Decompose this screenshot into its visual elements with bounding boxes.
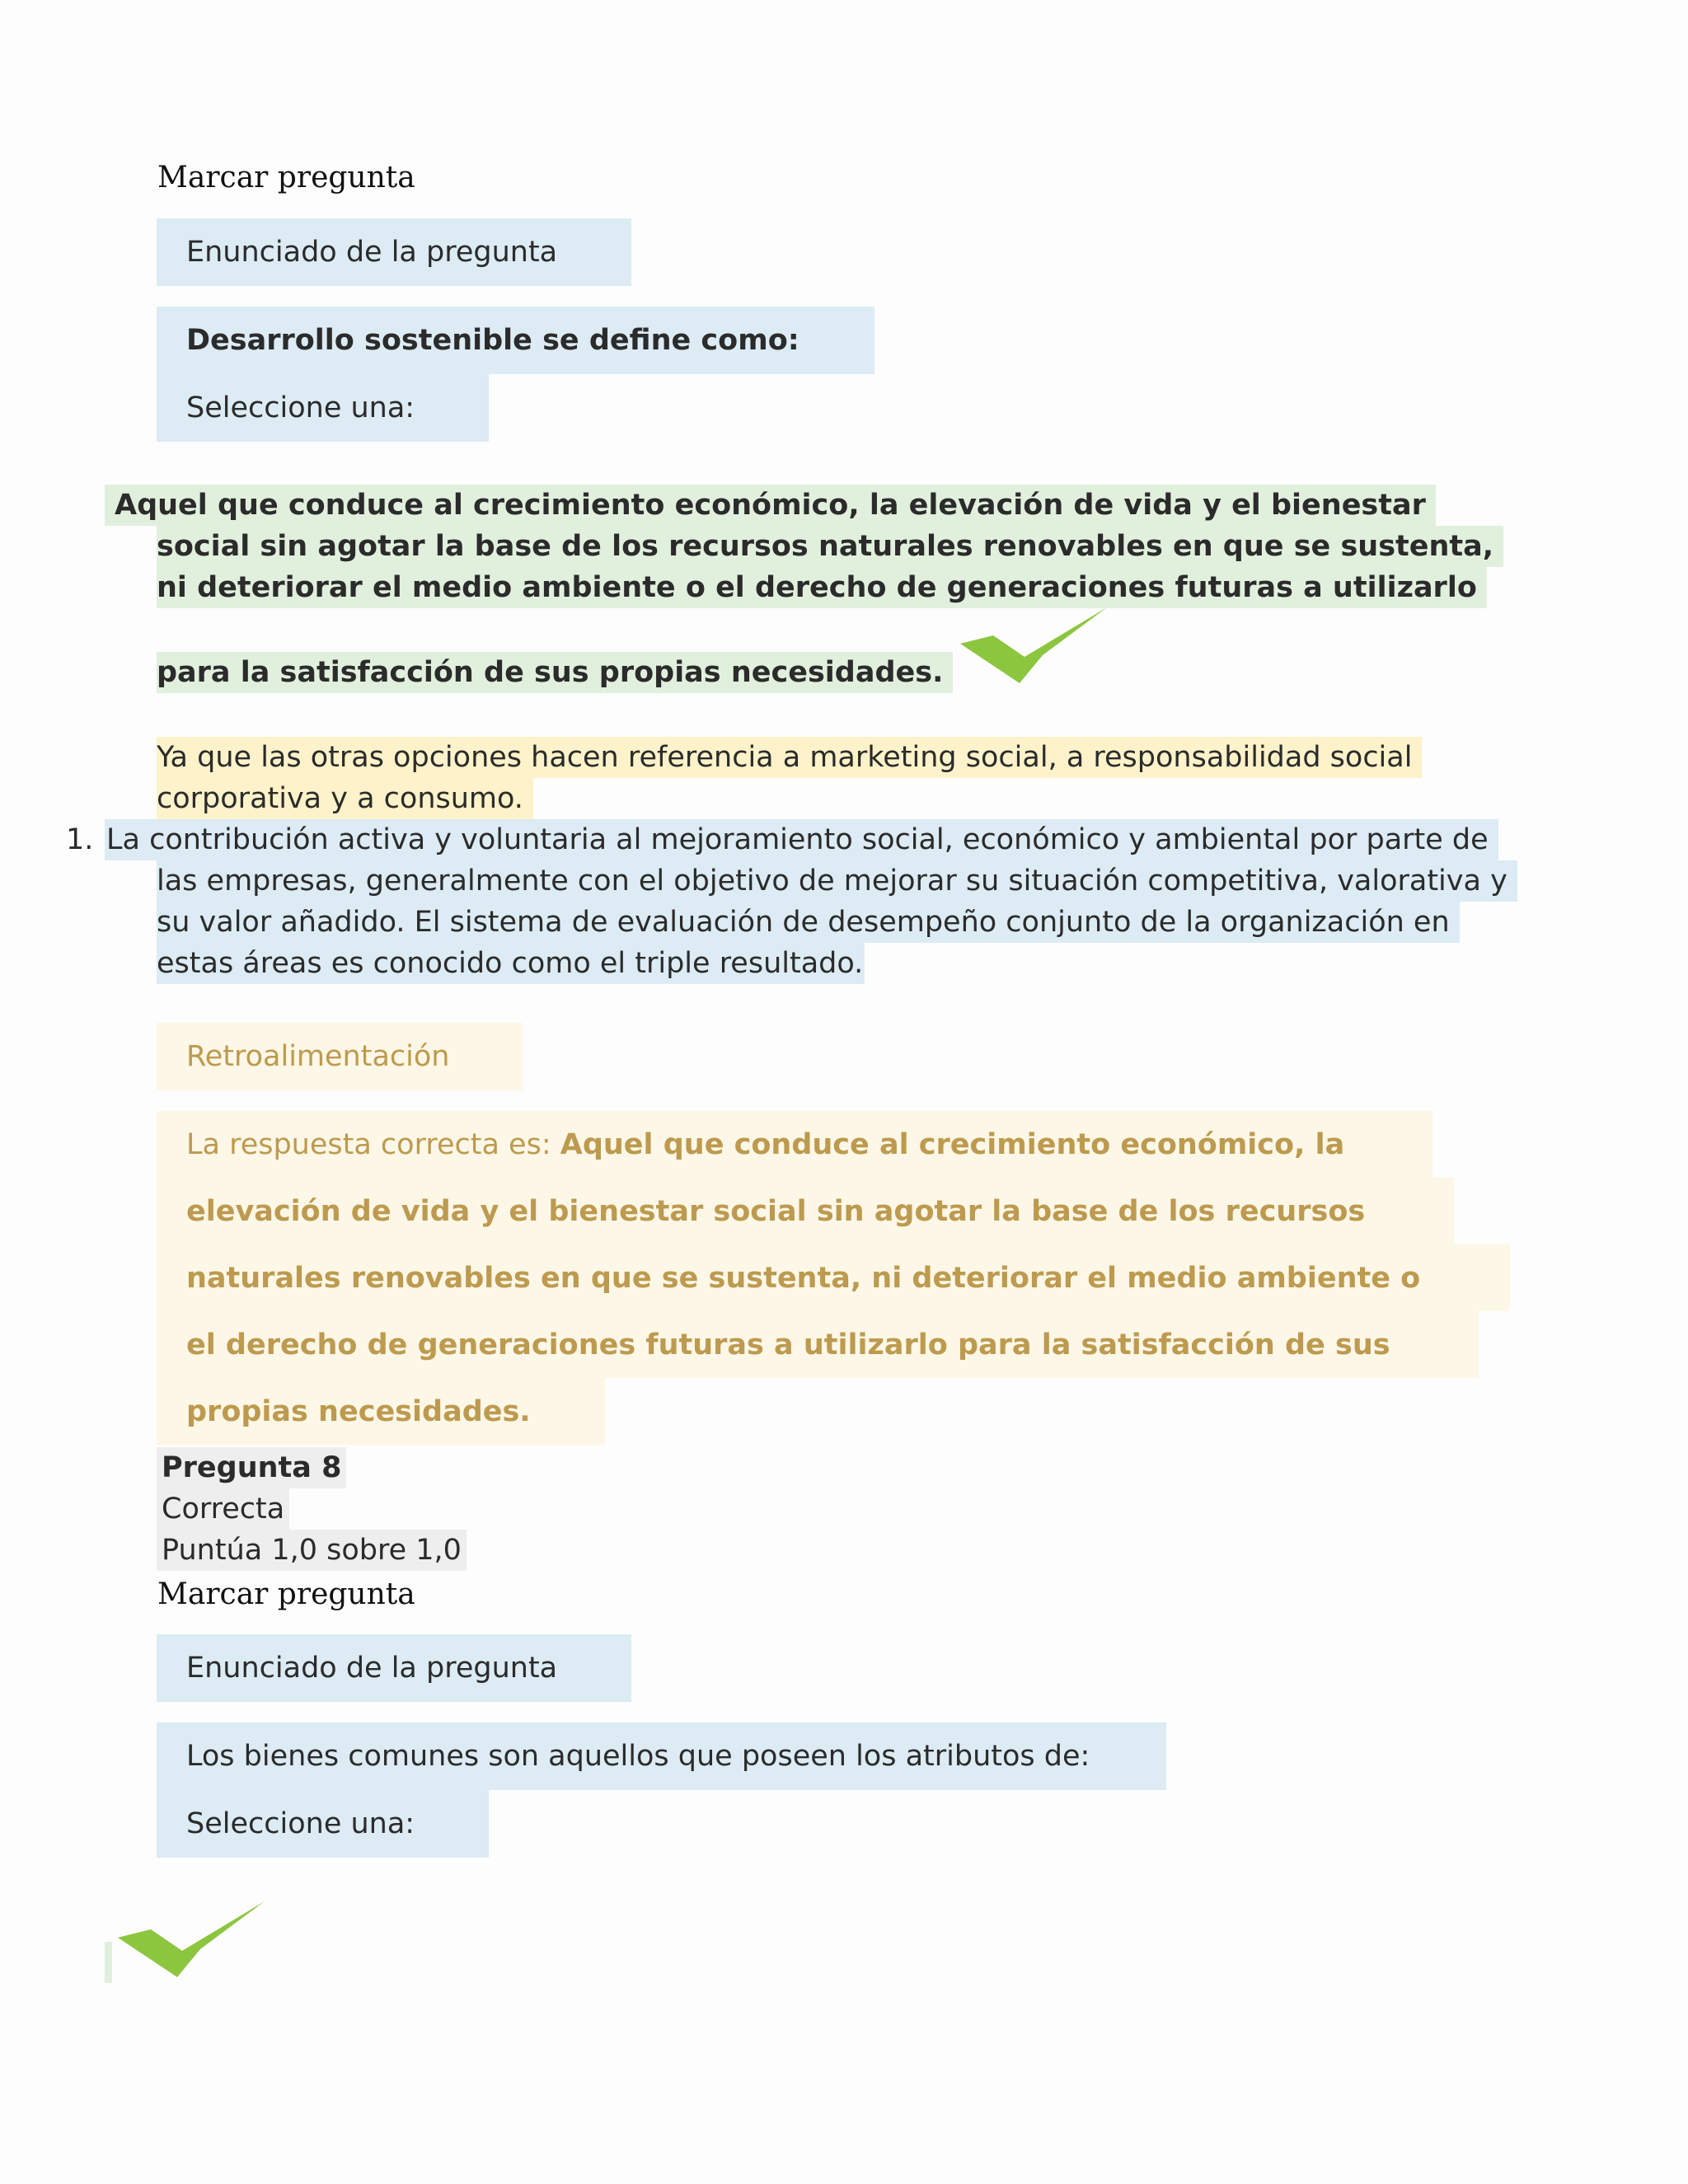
option-line-2[interactable]: las empresas, generalmente con el objetivo de mejorar su situación competitiva, valorativa y bbox=[157, 860, 1517, 902]
feedback-line-2: elevación de vida y el bienestar social sin agotar la base de los recursos bbox=[157, 1178, 1454, 1244]
option-number: 1. bbox=[66, 823, 94, 856]
selected-answer-line-2: social sin agotar la base de los recursos naturales renovables en que se sustenta, bbox=[157, 526, 1503, 567]
feedback-line-4: el derecho de generaciones futuras a utilizarlo para la satisfacción de sus bbox=[157, 1311, 1479, 1378]
option-line-1[interactable]: La contribución activa y voluntaria al mejoramiento social, económico y ambiental por parte de bbox=[105, 819, 1498, 860]
selected-answer-line-3: ni deteriorar el medio ambiente o el derecho de generaciones futuras a utilizarlo bbox=[157, 567, 1487, 608]
question-score: Puntúa 1,0 sobre 1,0 bbox=[157, 1530, 467, 1571]
check-icon bbox=[960, 606, 1109, 684]
select-label-2: Seleccione una: bbox=[157, 1790, 489, 1858]
feedback-heading: Retroalimentación bbox=[157, 1023, 523, 1090]
option-line-3[interactable]: su valor añadido. El sistema de evaluación de desempeño conjunto de la organización en bbox=[157, 902, 1460, 943]
explanation-line-2: corporativa y a consumo. bbox=[157, 778, 533, 819]
explanation-line-1: Ya que las otras opciones hacen referencia a marketing social, a responsabilidad social bbox=[157, 737, 1422, 778]
question-title: Pregunta 8 bbox=[157, 1447, 346, 1488]
feedback-line-5: propias necesidades. bbox=[157, 1378, 605, 1445]
flag-question-label-2[interactable]: Marcar pregunta bbox=[157, 1577, 415, 1611]
select-label: Seleccione una: bbox=[157, 374, 489, 442]
question-status: Correcta bbox=[157, 1488, 289, 1530]
check-icon-2 bbox=[118, 1900, 266, 1978]
selected-answer-line-4: para la satisfacción de sus propias necesidades. bbox=[157, 652, 953, 693]
feedback-answer-1: Aquel que conduce al crecimiento económico, la bbox=[560, 1127, 1345, 1161]
feedback-line-1 bbox=[157, 1111, 1432, 1178]
selected-answer-marker bbox=[105, 1942, 112, 1983]
feedback-prefix: La respuesta correcta es: bbox=[186, 1127, 560, 1161]
statement-heading-2: Enunciado de la pregunta bbox=[157, 1634, 631, 1702]
question-text: Desarrollo sostenible se define como: bbox=[157, 307, 874, 374]
feedback-line-3: naturales renovables en que se sustenta, ni deteriorar el medio ambiente o bbox=[157, 1244, 1510, 1311]
selected-answer-line-1: Aquel que conduce al crecimiento económico, la elevación de vida y el bienestar bbox=[105, 485, 1436, 526]
option-line-4[interactable]: estas áreas es conocido como el triple resultado. bbox=[157, 943, 865, 984]
statement-heading: Enunciado de la pregunta bbox=[157, 218, 631, 286]
question-text-2: Los bienes comunes son aquellos que poseen los atributos de: bbox=[157, 1722, 1166, 1790]
flag-question-label[interactable]: Marcar pregunta bbox=[157, 161, 415, 194]
